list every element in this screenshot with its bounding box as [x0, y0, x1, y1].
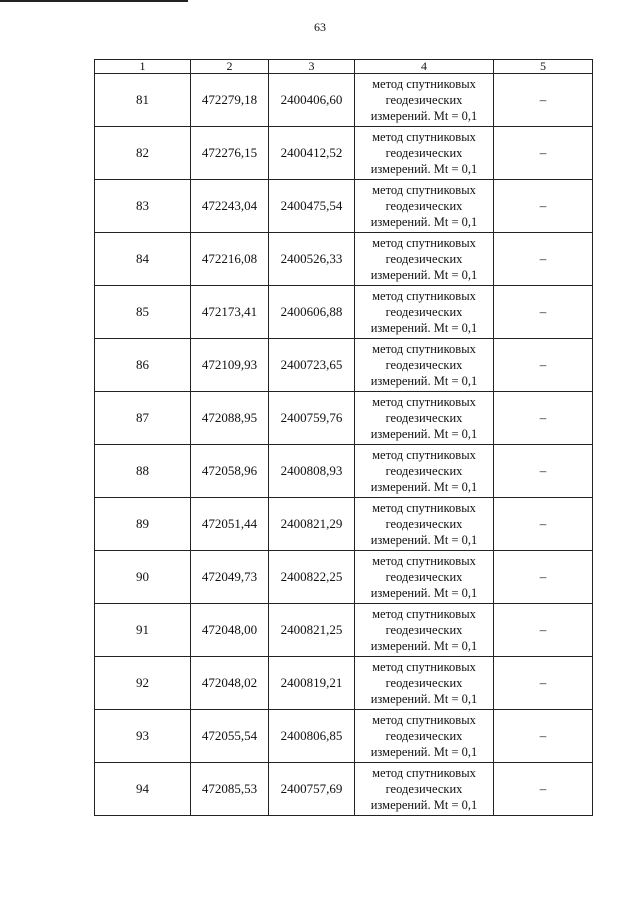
method-line-1: метод спутниковых: [372, 501, 476, 515]
point-number-cell: 86: [95, 339, 191, 392]
column-5-cell: –: [494, 445, 593, 498]
y-coordinate-cell: 2400475,54: [269, 180, 355, 233]
column-5-cell: –: [494, 498, 593, 551]
x-coordinate-cell: 472055,54: [191, 710, 269, 763]
method-line-1: метод спутниковых: [372, 183, 476, 197]
point-number-cell: 88: [95, 445, 191, 498]
header-col-5: 5: [494, 60, 593, 74]
point-number-cell: 84: [95, 233, 191, 286]
table-row: [95, 657, 593, 710]
y-coordinate-cell: 2400406,60: [269, 74, 355, 127]
table-row: [95, 445, 593, 498]
top-rule: [0, 0, 188, 2]
method-line-3: измерений. Mt = 0,1: [370, 745, 478, 759]
method-line-2: геодезических: [385, 252, 463, 266]
y-coordinate-cell: 2400821,25: [269, 604, 355, 657]
column-5-cell: –: [494, 339, 593, 392]
point-number-cell: 85: [95, 286, 191, 339]
y-coordinate-cell: 2400757,69: [269, 763, 355, 816]
method-cell: [355, 74, 494, 127]
method-line-1: метод спутниковых: [372, 77, 476, 91]
header-col-4: 4: [355, 60, 494, 74]
method-cell: [355, 763, 494, 816]
point-number-cell: 82: [95, 127, 191, 180]
column-5-cell: –: [494, 286, 593, 339]
x-coordinate-cell: 472109,93: [191, 339, 269, 392]
method-line-2: геодезических: [385, 623, 463, 637]
method-cell: [355, 551, 494, 604]
method-cell: [355, 180, 494, 233]
point-number-cell: 94: [95, 763, 191, 816]
method-line-2: геодезических: [385, 570, 463, 584]
method-line-1: метод спутниковых: [372, 660, 476, 674]
method-cell: [355, 710, 494, 763]
header-row: [95, 60, 593, 74]
point-number-cell: 92: [95, 657, 191, 710]
method-line-3: измерений. Mt = 0,1: [370, 480, 478, 494]
method-line-1: метод спутниковых: [372, 713, 476, 727]
column-5-cell: –: [494, 233, 593, 286]
table-row: [95, 286, 593, 339]
method-line-1: метод спутниковых: [372, 395, 476, 409]
method-cell: [355, 392, 494, 445]
y-coordinate-cell: 2400808,93: [269, 445, 355, 498]
method-line-3: измерений. Mt = 0,1: [370, 162, 478, 176]
header-col-2: 2: [191, 60, 269, 74]
method-cell: [355, 498, 494, 551]
column-5-cell: –: [494, 763, 593, 816]
method-line-1: метод спутниковых: [372, 342, 476, 356]
method-cell: [355, 286, 494, 339]
method-line-3: измерений. Mt = 0,1: [370, 692, 478, 706]
method-line-2: геодезических: [385, 676, 463, 690]
page-number: 63: [314, 20, 326, 34]
point-number-cell: 93: [95, 710, 191, 763]
column-5-cell: –: [494, 180, 593, 233]
x-coordinate-cell: 472085,53: [191, 763, 269, 816]
method-line-3: измерений. Mt = 0,1: [370, 321, 478, 335]
table-row: [95, 551, 593, 604]
x-coordinate-cell: 472216,08: [191, 233, 269, 286]
y-coordinate-cell: 2400806,85: [269, 710, 355, 763]
method-line-2: геодезических: [385, 305, 463, 319]
x-coordinate-cell: 472173,41: [191, 286, 269, 339]
method-cell: [355, 657, 494, 710]
method-line-2: геодезических: [385, 729, 463, 743]
method-line-1: метод спутниковых: [372, 554, 476, 568]
column-5-cell: –: [494, 551, 593, 604]
method-line-1: метод спутниковых: [372, 766, 476, 780]
method-line-2: геодезических: [385, 358, 463, 372]
column-5-cell: –: [494, 604, 593, 657]
x-coordinate-cell: 472243,04: [191, 180, 269, 233]
x-coordinate-cell: 472051,44: [191, 498, 269, 551]
method-line-2: геодезических: [385, 411, 463, 425]
method-line-1: метод спутниковых: [372, 448, 476, 462]
table-row: [95, 339, 593, 392]
y-coordinate-cell: 2400822,25: [269, 551, 355, 604]
method-line-2: геодезических: [385, 517, 463, 531]
method-line-2: геодезических: [385, 199, 463, 213]
method-line-3: измерений. Mt = 0,1: [370, 268, 478, 282]
x-coordinate-cell: 472088,95: [191, 392, 269, 445]
method-line-3: измерений. Mt = 0,1: [370, 109, 478, 123]
method-cell: [355, 445, 494, 498]
point-number-cell: 87: [95, 392, 191, 445]
column-5-cell: –: [494, 710, 593, 763]
table-row: [95, 710, 593, 763]
method-line-3: измерений. Mt = 0,1: [370, 639, 478, 653]
method-line-3: измерений. Mt = 0,1: [370, 586, 478, 600]
y-coordinate-cell: 2400723,65: [269, 339, 355, 392]
x-coordinate-cell: 472048,00: [191, 604, 269, 657]
method-line-2: геодезических: [385, 782, 463, 796]
table-row: [95, 127, 593, 180]
method-line-1: метод спутниковых: [372, 130, 476, 144]
table-row: [95, 233, 593, 286]
method-cell: [355, 339, 494, 392]
table-row: [95, 604, 593, 657]
method-cell: [355, 127, 494, 180]
method-line-3: измерений. Mt = 0,1: [370, 215, 478, 229]
method-line-3: измерений. Mt = 0,1: [370, 533, 478, 547]
table-row: [95, 74, 593, 127]
header-col-3: 3: [269, 60, 355, 74]
point-number-cell: 83: [95, 180, 191, 233]
table-row: [95, 763, 593, 816]
point-number-cell: 91: [95, 604, 191, 657]
y-coordinate-cell: 2400606,88: [269, 286, 355, 339]
method-line-3: измерений. Mt = 0,1: [370, 374, 478, 388]
x-coordinate-cell: 472276,15: [191, 127, 269, 180]
x-coordinate-cell: 472049,73: [191, 551, 269, 604]
point-number-cell: 90: [95, 551, 191, 604]
method-cell: [355, 604, 494, 657]
table-row: [95, 180, 593, 233]
y-coordinate-cell: 2400821,29: [269, 498, 355, 551]
method-line-1: метод спутниковых: [372, 289, 476, 303]
point-number-cell: 81: [95, 74, 191, 127]
method-line-3: измерений. Mt = 0,1: [370, 798, 478, 812]
method-line-2: геодезических: [385, 464, 463, 478]
method-cell: [355, 233, 494, 286]
y-coordinate-cell: 2400819,21: [269, 657, 355, 710]
method-line-2: геодезических: [385, 146, 463, 160]
column-5-cell: –: [494, 74, 593, 127]
column-5-cell: –: [494, 392, 593, 445]
method-line-2: геодезических: [385, 93, 463, 107]
x-coordinate-cell: 472058,96: [191, 445, 269, 498]
y-coordinate-cell: 2400759,76: [269, 392, 355, 445]
x-coordinate-cell: 472048,02: [191, 657, 269, 710]
table-row: [95, 392, 593, 445]
x-coordinate-cell: 472279,18: [191, 74, 269, 127]
point-number-cell: 89: [95, 498, 191, 551]
method-line-3: измерений. Mt = 0,1: [370, 427, 478, 441]
method-line-1: метод спутниковых: [372, 236, 476, 250]
table-row: [95, 498, 593, 551]
coordinates-table: [94, 59, 593, 816]
header-col-1: 1: [95, 60, 191, 74]
method-line-1: метод спутниковых: [372, 607, 476, 621]
column-5-cell: –: [494, 127, 593, 180]
column-5-cell: –: [494, 657, 593, 710]
y-coordinate-cell: 2400526,33: [269, 233, 355, 286]
y-coordinate-cell: 2400412,52: [269, 127, 355, 180]
table-body: [95, 74, 593, 816]
table-header: [95, 60, 593, 74]
